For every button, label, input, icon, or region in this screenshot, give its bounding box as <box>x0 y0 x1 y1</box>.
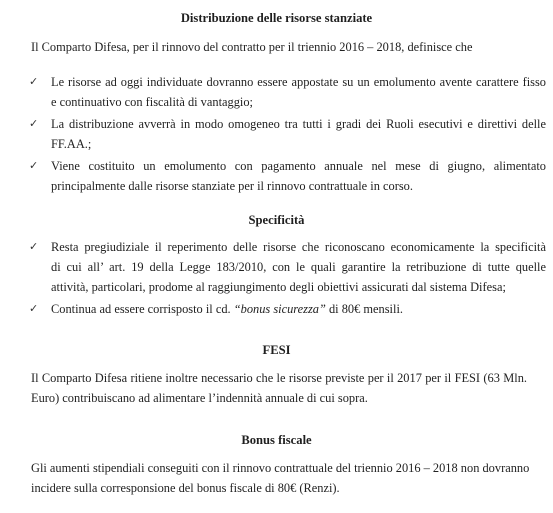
bonus-sicurezza-emphasis: “bonus sicurezza” <box>233 302 326 316</box>
checkmark-icon: ✓ <box>29 302 39 315</box>
bullet-line: Resta pregiudiziale il reperimento delle risorse che riconoscano economicamente la specificità <box>51 240 546 254</box>
bullet-text-before: Continua ad essere corrisposto il cd. <box>51 302 234 316</box>
checkmark-icon: ✓ <box>29 117 39 130</box>
bullet-text-after: di 80€ mensili. <box>325 302 403 316</box>
fesi-paragraph <box>31 368 527 408</box>
checkmark-icon: ✓ <box>29 75 39 88</box>
bullet-line: principalmente dalle risorse stanziate per il rinnovo contrattuale in corso. <box>51 179 413 193</box>
bullet-text <box>51 237 546 297</box>
bullet-line: Le risorse ad oggi individuate dovranno essere appostate su un emolumento avente carattere fisso <box>51 75 546 89</box>
section-heading-distribuzione: Distribuzione delle risorse stanziate <box>180 11 373 25</box>
paragraph-line: Gli aumenti stipendiali conseguiti con il rinnovo contrattuale del triennio 2016 – 2018 non dovranno <box>31 461 530 475</box>
bullet-line: FF.AA.; <box>51 137 92 151</box>
bullet-line: e continuativo con fiscalità di vantaggio; <box>51 95 253 109</box>
bullet-line: La distribuzione avverrà in modo omogeneo tra tutti i gradi dei Ruoli esecutivi e direttivi delle <box>51 117 546 131</box>
section-heading-specificita: Specificità <box>248 213 305 227</box>
bullet-line: di cui all’ art. 19 della Legge 183/2010, con le quali garantire la retribuzione di tutte quelle <box>51 260 546 274</box>
paragraph-line: Il Comparto Difesa ritiene inoltre necessario che le risorse previste per il 2017 per il FESI (63 Mln. <box>31 371 527 385</box>
bullet-text <box>51 299 546 319</box>
intro-line: Il Comparto Difesa, per il rinnovo del contratto per il triennio 2016 – 2018, definisce che <box>31 40 473 54</box>
checkmark-icon: ✓ <box>29 159 39 172</box>
bullet-line: attività, particolari, prodome al raggiungimento degli obiettivi assicurati dal sistema Difesa; <box>51 280 506 294</box>
section-heading-fesi: FESI <box>262 343 291 357</box>
bullet-text <box>51 72 546 112</box>
intro-paragraph <box>31 37 527 57</box>
paragraph-line: incidere sulla corresponsione del bonus fiscale di 80€ (Renzi). <box>31 481 340 495</box>
bullet-text <box>51 156 546 196</box>
bonus-fiscale-paragraph <box>31 458 530 498</box>
bullet-line <box>51 299 546 319</box>
bullet-text <box>51 114 546 154</box>
bullet-line: Viene costituito un emolumento con pagamento annuale nel mese di giugno, alimentato <box>51 159 546 173</box>
checkmark-icon: ✓ <box>29 240 39 253</box>
paragraph-line: Euro) contribuiscano ad alimentare l’indennità annuale di cui sopra. <box>31 391 368 405</box>
section-heading-bonus-fiscale: Bonus fiscale <box>241 433 312 447</box>
